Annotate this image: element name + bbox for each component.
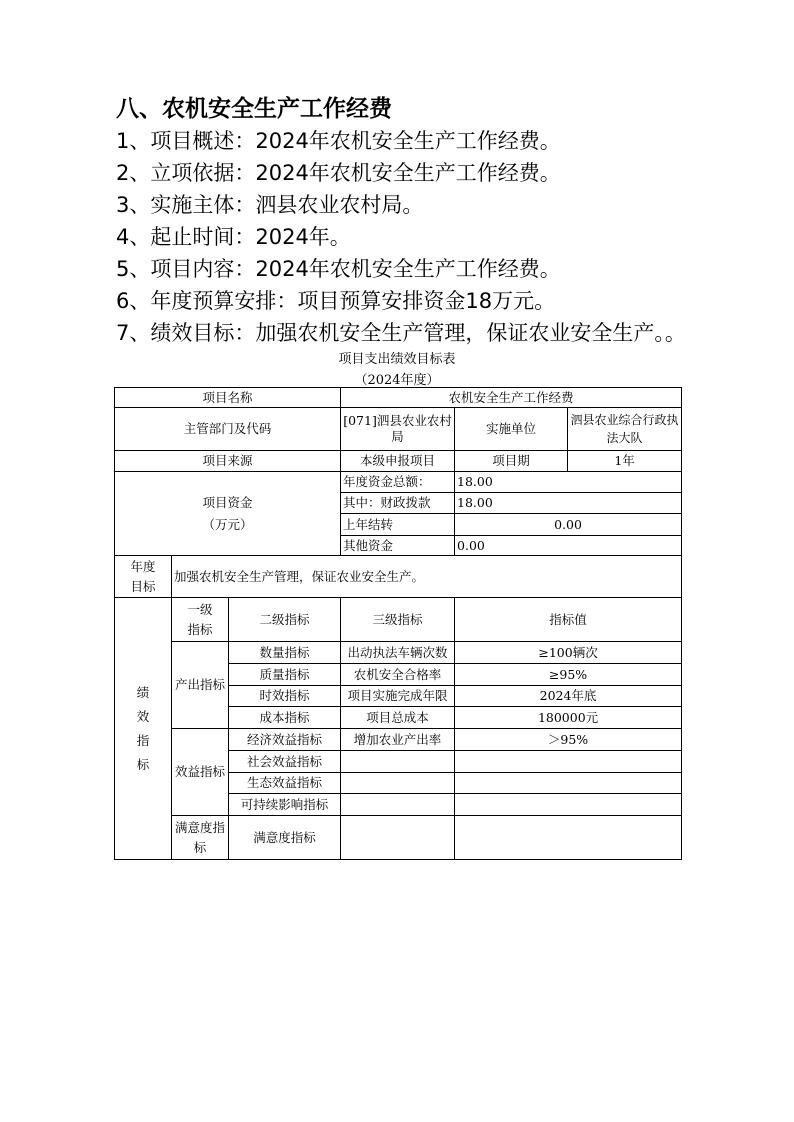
satisfaction-l3: [341, 816, 455, 860]
econ-value: ＞95%: [455, 729, 682, 751]
social-value: [455, 751, 682, 773]
other-label: 其他资金: [341, 536, 455, 556]
item-overview: 1、项目概述：2024年农机安全生产工作经费。: [116, 129, 561, 153]
impl-unit-label: 实施单位: [455, 408, 568, 451]
table-row: [115, 816, 682, 860]
econ-indicator-label: 经济效益指标: [229, 729, 341, 751]
eco-value: [455, 773, 682, 794]
col-header-value: 指标值: [455, 598, 682, 642]
table-row: [115, 598, 682, 642]
satisfaction-l2-label: 满意度指标: [229, 816, 341, 860]
other-value: 0.00: [455, 536, 682, 556]
quality-l3: 农机安全合格率: [341, 664, 455, 686]
sustain-value: [455, 794, 682, 816]
table-row: [115, 729, 682, 751]
social-indicator-label: 社会效益指标: [229, 751, 341, 773]
carryover-label: 上年结转: [341, 514, 455, 536]
funds-label-text: 项目资金: [202, 494, 253, 510]
quality-value: ≥95%: [455, 664, 682, 686]
source-label: 项目来源: [115, 451, 341, 472]
table-row: [115, 642, 682, 664]
carryover-value: 0.00: [455, 514, 682, 536]
item-target: 7、绩效目标：加强农机安全生产管理，保证农业安全生产。。: [116, 321, 686, 345]
satisfaction-l1-label: 满意度指标: [172, 816, 229, 860]
annual-total-value: 18.00: [455, 472, 682, 493]
item-budget: 6、年度预算安排：项目预算安排资金18万元。: [116, 289, 556, 313]
item-period: 4、起止时间：2024年。: [116, 225, 351, 249]
item-entity: 3、实施主体：泗县农业农村局。: [116, 193, 424, 217]
cost-value: 180000元: [455, 707, 682, 729]
source-value: 本级申报项目: [341, 451, 455, 472]
output-indicator-label: 产出指标: [172, 642, 229, 729]
sustain-l3: [341, 794, 455, 816]
table-row: [115, 451, 682, 472]
project-name-label: 项目名称: [115, 388, 341, 408]
period-label: 项目期: [455, 451, 568, 472]
table-title: 项目支出绩效目标表: [338, 352, 456, 367]
table-row: [115, 408, 682, 451]
period-value: 1年: [568, 451, 682, 472]
col-header-l2: 二级指标: [229, 598, 341, 642]
time-l3: 项目实施完成年限: [341, 686, 455, 707]
eco-indicator-label: 生态效益指标: [229, 773, 341, 794]
eco-l3: [341, 773, 455, 794]
quality-indicator-label: 质量指标: [229, 664, 341, 686]
goal-label: 年度目标: [115, 556, 172, 598]
goal-value: 加强农机安全生产管理，保证农业安全生产。: [172, 556, 682, 598]
funds-label: [115, 472, 341, 556]
sustain-indicator-label: 可持续影响指标: [229, 794, 341, 816]
perf-indicator-label: 绩效指标: [115, 598, 172, 860]
project-name-value: 农机安全生产工作经费: [341, 388, 682, 408]
table-row: [115, 556, 682, 598]
impl-unit-value: 泗县农业综合行政执法大队: [568, 408, 682, 451]
performance-table: [114, 387, 682, 860]
qty-value: ≥100辆次: [455, 642, 682, 664]
item-content: 5、项目内容：2024年农机安全生产工作经费。: [116, 257, 561, 281]
cost-indicator-label: 成本指标: [229, 707, 341, 729]
econ-l3: 增加农业产出率: [341, 729, 455, 751]
funds-unit-text: （万元）: [202, 516, 253, 532]
dept-value: [071]泗县农业农村局: [341, 408, 455, 451]
benefit-indicator-label: 效益指标: [172, 729, 229, 816]
annual-total-label: 年度资金总额：: [341, 472, 455, 493]
social-l3: [341, 751, 455, 773]
qty-indicator-label: 数量指标: [229, 642, 341, 664]
qty-l3: 出动执法车辆次数: [341, 642, 455, 664]
time-value: 2024年底: [455, 686, 682, 707]
table-row: [115, 388, 682, 408]
time-indicator-label: 时效指标: [229, 686, 341, 707]
fiscal-value: 18.00: [455, 493, 682, 514]
col-header-l1: 一级指标: [172, 598, 229, 642]
dept-label: 主管部门及代码: [115, 408, 341, 451]
section-heading: 八、农机安全生产工作经费: [116, 96, 392, 122]
table-row: [115, 472, 682, 493]
fiscal-label: 其中：财政拨款: [341, 493, 455, 514]
cost-l3: 项目总成本: [341, 707, 455, 729]
satisfaction-value: [455, 816, 682, 860]
table-subtitle: （2024年度）: [354, 373, 440, 388]
col-header-l3: 三级指标: [341, 598, 455, 642]
item-basis: 2、立项依据：2024年农机安全生产工作经费。: [116, 161, 561, 185]
